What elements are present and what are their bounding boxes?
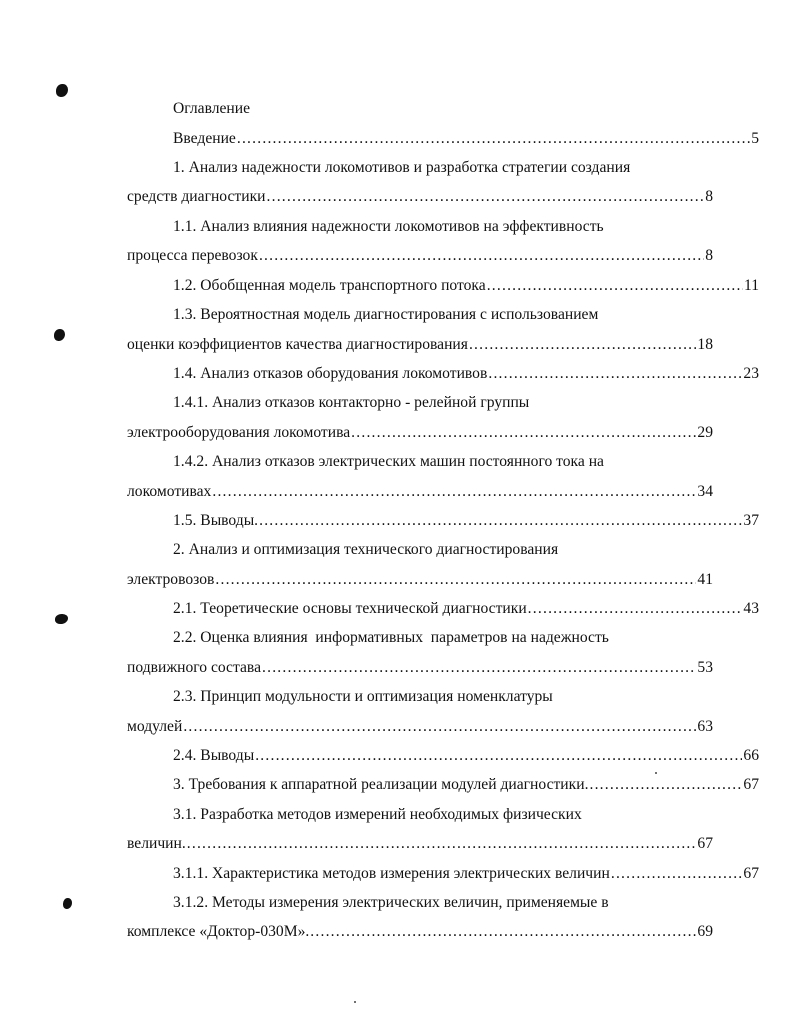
toc-entry-text: 3.1. Разработка методов измерений необходимых физических bbox=[173, 806, 582, 823]
dot-leader bbox=[183, 717, 696, 737]
toc-entry-text: электровозов bbox=[127, 571, 215, 588]
binder-hole-mark bbox=[63, 898, 72, 909]
toc-entry-text: 3. Требования к аппаратной реализации модулей диагностики. bbox=[173, 776, 589, 793]
dot-leader bbox=[351, 423, 696, 443]
toc-title bbox=[127, 99, 759, 119]
toc-entry-text: 1.4.2. Анализ отказов электрических машин постоянного тока на bbox=[173, 453, 604, 470]
dot-leader bbox=[215, 570, 696, 590]
dot-leader bbox=[267, 187, 705, 207]
toc-page-number: 66 bbox=[743, 747, 759, 764]
toc-entry bbox=[127, 187, 713, 207]
toc-entry-text: 1.4.1. Анализ отказов контакторно - релейной группы bbox=[173, 394, 530, 411]
toc-entry-text: 3.1.2. Методы измерения электрических величин, применяемые в bbox=[173, 894, 609, 911]
binder-hole-mark bbox=[54, 329, 65, 341]
toc-entry-text: 3.1.1. Характеристика методов измерения электрических величин bbox=[173, 865, 610, 882]
toc-entry-text: величин. bbox=[127, 835, 186, 852]
toc-entry bbox=[127, 834, 713, 854]
dot-leader bbox=[488, 364, 742, 384]
dot-leader bbox=[487, 276, 743, 296]
toc-page-number: 23 bbox=[743, 365, 759, 382]
toc-entry bbox=[127, 129, 759, 149]
toc-page-number: 41 bbox=[697, 571, 713, 588]
toc-entry-first-line bbox=[127, 893, 759, 913]
toc-entry bbox=[127, 717, 713, 737]
binder-hole-mark bbox=[56, 84, 68, 97]
dot-leader bbox=[259, 511, 742, 531]
toc-entry bbox=[127, 482, 713, 502]
toc-entry bbox=[127, 570, 713, 590]
binder-hole-mark bbox=[55, 614, 68, 624]
toc-page-number: 69 bbox=[697, 923, 713, 940]
toc-page-number: 18 bbox=[697, 336, 713, 353]
toc-entry-text: электрооборудования локомотива bbox=[127, 424, 351, 441]
toc-entry-text: 1.5. Выводы. bbox=[173, 512, 259, 529]
dot-leader bbox=[310, 922, 696, 942]
dot-leader bbox=[255, 746, 742, 766]
dot-leader bbox=[262, 658, 696, 678]
toc-entry-first-line bbox=[127, 805, 759, 825]
dot-leader bbox=[469, 335, 696, 355]
toc-entry bbox=[127, 864, 759, 884]
toc-entry-text: 2. Анализ и оптимизация технического диагностирования bbox=[173, 541, 559, 558]
scan-speck bbox=[655, 772, 657, 774]
toc-entry-text: 2.4. Выводы bbox=[173, 747, 255, 764]
scan-speck bbox=[354, 1001, 356, 1003]
toc-page-number: 11 bbox=[743, 277, 759, 294]
toc-entry bbox=[127, 335, 713, 355]
toc-page-number: 53 bbox=[697, 659, 713, 676]
toc-page-number: 43 bbox=[743, 600, 759, 617]
dot-leader bbox=[237, 129, 750, 149]
toc-entry-text: Введение bbox=[173, 130, 236, 147]
toc-entry-first-line bbox=[127, 217, 759, 237]
toc-entry-text: процесса перевозок bbox=[127, 247, 258, 264]
dot-leader bbox=[212, 482, 696, 502]
toc-page-number: 63 bbox=[697, 718, 713, 735]
toc-entry-first-line bbox=[127, 687, 759, 707]
toc-entry-text: локомотивах bbox=[127, 483, 212, 500]
toc-entry bbox=[127, 922, 713, 942]
toc-entry bbox=[127, 423, 713, 443]
dot-leader bbox=[528, 599, 743, 619]
dot-leader bbox=[589, 775, 742, 795]
toc-page-number: 8 bbox=[705, 188, 713, 205]
toc-entry-text: подвижного состава bbox=[127, 659, 261, 676]
toc-page-number: 67 bbox=[697, 835, 713, 852]
toc-entry bbox=[127, 599, 759, 619]
toc-entry-text: 1.2. Обобщенная модель транспортного потока bbox=[173, 277, 486, 294]
dot-leader bbox=[259, 246, 704, 266]
toc-entry bbox=[127, 364, 759, 384]
toc-entry-text: оценки коэффициентов качества диагностирования bbox=[127, 336, 468, 353]
toc-page-number: 8 bbox=[705, 247, 713, 264]
toc-page-number: 67 bbox=[743, 776, 759, 793]
toc-entry-text: 2.2. Оценка влияния информативных параметров на надежность bbox=[173, 629, 609, 646]
toc-entry-text: 1. Анализ надежности локомотивов и разработка стратегии создания bbox=[173, 159, 631, 176]
toc-page-number: 34 bbox=[697, 483, 713, 500]
toc-entry-text: 2.1. Теоретические основы технической диагностики bbox=[173, 600, 527, 617]
toc-page-number: 37 bbox=[743, 512, 759, 529]
toc-entry-first-line bbox=[127, 393, 759, 413]
toc-entry bbox=[127, 511, 759, 531]
toc-page-number: 5 bbox=[751, 130, 759, 147]
toc-page-number: 67 bbox=[743, 865, 759, 882]
dot-leader bbox=[611, 864, 743, 884]
toc-entry-text: комплексе «Доктор-030М». bbox=[127, 923, 310, 940]
toc-entry-text: модулей bbox=[127, 718, 183, 735]
toc-entry-text: 1.3. Вероятностная модель диагностирования с использованием bbox=[173, 306, 599, 323]
toc-entry bbox=[127, 246, 713, 266]
toc-entry-first-line bbox=[127, 158, 759, 178]
toc-entry-text: 2.3. Принцип модульности и оптимизация номенклатуры bbox=[173, 688, 553, 705]
toc-page-number: 29 bbox=[697, 424, 713, 441]
toc-entry bbox=[127, 658, 713, 678]
toc-entry bbox=[127, 775, 759, 795]
dot-leader bbox=[187, 834, 697, 854]
toc-entry-text: 1.4. Анализ отказов оборудования локомотивов bbox=[173, 365, 488, 382]
toc-entry bbox=[127, 746, 759, 766]
toc-entry-first-line bbox=[127, 452, 759, 472]
toc-title-text: Оглавление bbox=[173, 100, 251, 117]
toc-entry-first-line bbox=[127, 305, 759, 325]
toc-entry-first-line bbox=[127, 540, 759, 560]
toc-entry-text: 1.1. Анализ влияния надежности локомотивов на эффективность bbox=[173, 218, 604, 235]
toc-entry bbox=[127, 276, 759, 296]
toc-entry-first-line bbox=[127, 628, 759, 648]
toc-entry-text: средств диагностики bbox=[127, 188, 266, 205]
